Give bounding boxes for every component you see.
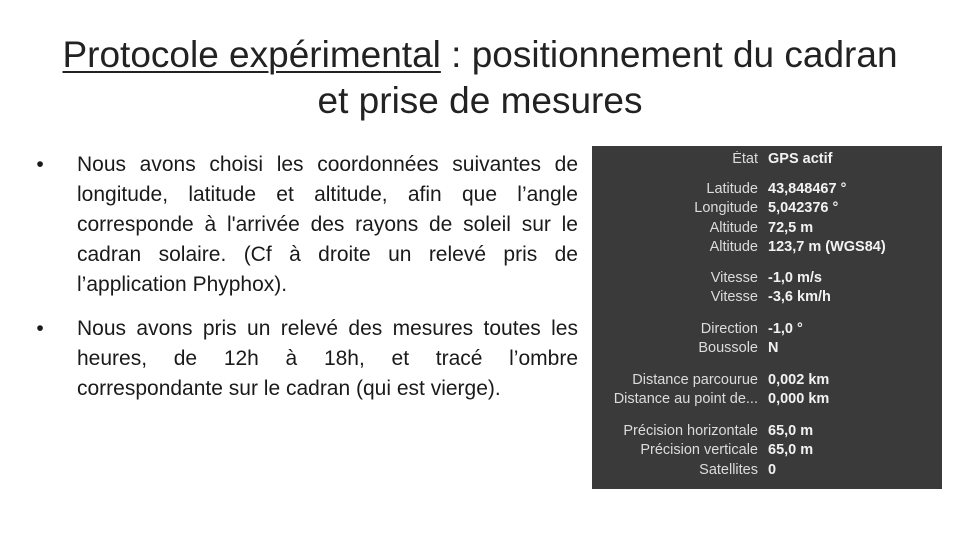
gps-row	[592, 238, 942, 258]
gps-label: Vitesse	[710, 289, 758, 306]
gps-value: GPS actif	[768, 150, 833, 167]
gps-label: Satellites	[699, 461, 758, 478]
gps-label: Distance parcourue	[632, 371, 758, 388]
gps-group-position	[592, 179, 942, 257]
bullet-item	[30, 150, 578, 300]
gps-value: 65,0 m	[768, 442, 814, 459]
gps-label: Précision horizontale	[623, 422, 758, 439]
bullet-dot: •	[36, 153, 44, 176]
gps-row	[592, 288, 942, 308]
gps-value: -1,0 m/s	[768, 269, 822, 286]
gps-value: 5,042376 °	[768, 200, 839, 217]
bullet-text: Nous avons choisi les coordonnées suivantes de longitude, latitude et altitude, afin que l’angle corresponde à l'arrivée des rayons de soleil sur le cadran solaire. (Cf à droite un relevé pris de l’application Phyphox).	[77, 153, 578, 296]
gps-row	[592, 199, 942, 219]
gps-label: Vitesse	[710, 269, 758, 286]
gps-value: 65,0 m	[768, 422, 814, 439]
gps-row	[592, 441, 942, 461]
slide-title-underlined: Protocole expérimental	[62, 34, 441, 75]
gps-label: État	[732, 150, 758, 167]
gps-row	[592, 339, 942, 359]
slide-title	[60, 32, 900, 124]
gps-group-direction	[592, 319, 942, 358]
gps-row	[592, 390, 942, 410]
slide-title-rest: : positionnement du cadran et prise de mesures	[317, 34, 898, 121]
bullet-list	[30, 150, 578, 418]
gps-label: Précision verticale	[640, 442, 758, 459]
gps-row	[592, 179, 942, 199]
bullet-dot: •	[36, 317, 44, 340]
gps-label: Longitude	[694, 200, 758, 217]
bullet-text: Nous avons pris un relevé des mesures toutes les heures, de 12h à 18h, et tracé l’ombre correspondante sur le cadran (qui est vierge).	[77, 317, 578, 400]
gps-value: 0,000 km	[768, 391, 830, 408]
gps-row	[592, 149, 942, 169]
gps-group-status	[592, 149, 942, 169]
gps-value: 0	[768, 461, 777, 478]
gps-screenshot-panel	[592, 146, 942, 489]
gps-group-speed	[592, 268, 942, 307]
gps-group-accuracy	[592, 421, 942, 480]
gps-row	[592, 218, 942, 238]
gps-value: 72,5 m	[768, 219, 814, 236]
gps-value: 0,002 km	[768, 371, 830, 388]
gps-value: -3,6 km/h	[768, 289, 831, 306]
gps-row	[592, 268, 942, 288]
bullet-item	[30, 314, 578, 404]
gps-label: Boussole	[698, 340, 758, 357]
gps-row	[592, 319, 942, 339]
gps-label: Altitude	[709, 219, 758, 236]
gps-value: N	[768, 340, 779, 357]
gps-row	[592, 421, 942, 441]
gps-row	[592, 370, 942, 390]
gps-label: Direction	[700, 320, 758, 337]
gps-value: 123,7 m (WGS84)	[768, 239, 886, 256]
gps-label: Latitude	[706, 180, 758, 197]
gps-value: -1,0 °	[768, 320, 803, 337]
gps-row	[592, 460, 942, 480]
gps-label: Altitude	[709, 239, 758, 256]
gps-value: 43,848467 °	[768, 180, 847, 197]
gps-label: Distance au point de...	[613, 391, 758, 408]
gps-group-distance	[592, 370, 942, 409]
